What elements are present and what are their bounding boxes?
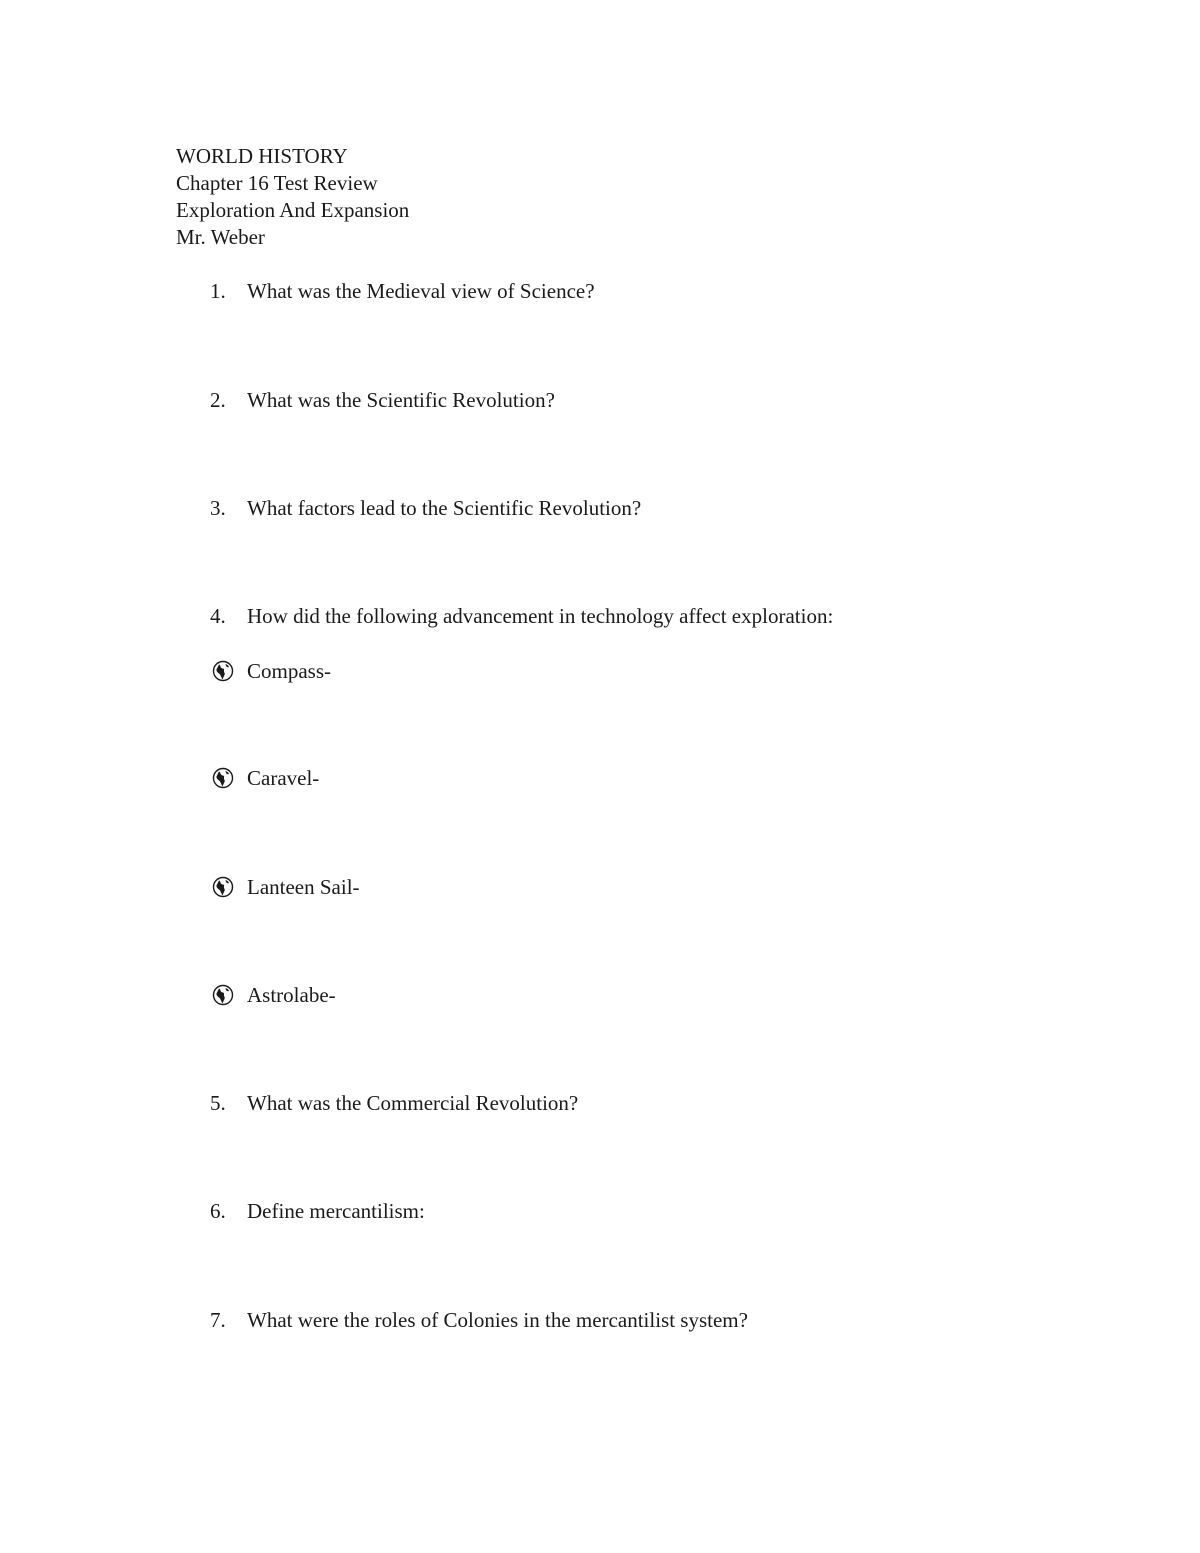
question-number: 5.: [210, 1091, 226, 1115]
question-number: 4.: [210, 604, 226, 628]
globe-icon: [212, 876, 234, 898]
question-number: 6.: [210, 1199, 226, 1223]
technology-label: Caravel-: [247, 766, 320, 790]
technology-label: Compass-: [247, 659, 331, 683]
globe-icon: [212, 767, 234, 789]
question-text: What were the roles of Colonies in the mercantilist system?: [247, 1308, 748, 1332]
question-text: What factors lead to the Scientific Revolution?: [247, 496, 642, 520]
question-number: 3.: [210, 496, 226, 520]
question-number: 7.: [210, 1308, 226, 1332]
document-header: [176, 143, 409, 251]
question-number: 2.: [210, 388, 226, 412]
teacher-name: Mr. Weber: [176, 225, 265, 249]
question-text: What was the Scientific Revolution?: [247, 388, 555, 412]
technology-label: Lanteen Sail-: [247, 875, 360, 899]
question-text: What was the Commercial Revolution?: [247, 1091, 579, 1115]
course-title: WORLD HISTORY: [176, 144, 348, 168]
question-text: What was the Medieval view of Science?: [247, 279, 595, 303]
question-number: 1.: [210, 279, 226, 303]
question-text: Define mercantilism:: [247, 1199, 425, 1223]
chapter-title: Chapter 16 Test Review: [176, 171, 378, 195]
unit-title: Exploration And Expansion: [176, 198, 410, 222]
technology-label: Astrolabe-: [247, 983, 336, 1007]
globe-icon: [212, 660, 234, 682]
question-text: How did the following advancement in technology affect exploration:: [247, 604, 834, 628]
globe-icon: [212, 984, 234, 1006]
